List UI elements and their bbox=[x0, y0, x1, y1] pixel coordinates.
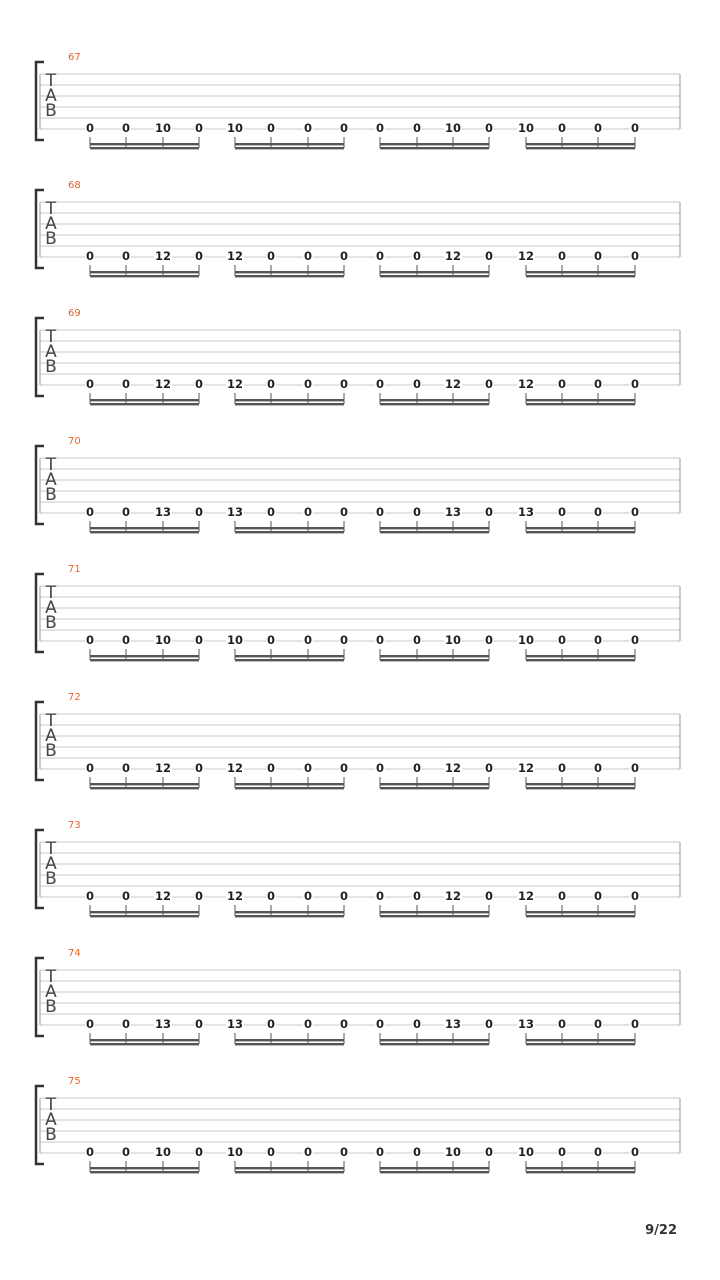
fret-number: 13 bbox=[517, 1017, 535, 1031]
beam-secondary bbox=[235, 787, 344, 789]
beam-secondary bbox=[90, 1171, 199, 1173]
fret-number: 0 bbox=[303, 1145, 313, 1159]
fret-number: 12 bbox=[154, 889, 172, 903]
beam-secondary bbox=[526, 1043, 635, 1045]
staff-drawing bbox=[0, 316, 720, 416]
fret-number: 0 bbox=[412, 1017, 422, 1031]
beam-secondary bbox=[90, 659, 199, 661]
beam-primary bbox=[526, 1167, 635, 1169]
fret-number: 0 bbox=[375, 1017, 385, 1031]
fret-number: 0 bbox=[85, 761, 95, 775]
fret-number: 0 bbox=[266, 121, 276, 135]
tab-system bbox=[0, 308, 720, 444]
measure-number: 75 bbox=[68, 1076, 81, 1087]
fret-number: 0 bbox=[630, 633, 640, 647]
fret-number: 13 bbox=[444, 1017, 462, 1031]
beam-secondary bbox=[380, 915, 489, 917]
tab-clef bbox=[43, 327, 59, 377]
tab-clef bbox=[43, 455, 59, 505]
beam-secondary bbox=[380, 1171, 489, 1173]
beam-secondary bbox=[90, 1043, 199, 1045]
tab-clef-letter: T bbox=[45, 327, 57, 347]
measure-number: 69 bbox=[68, 308, 81, 319]
tab-clef-letter: B bbox=[45, 997, 57, 1017]
tab-clef-letter: B bbox=[45, 485, 57, 505]
beam-secondary bbox=[380, 1043, 489, 1045]
beam-secondary bbox=[526, 531, 635, 533]
fret-number: 0 bbox=[557, 761, 567, 775]
tab-clef-letter: T bbox=[45, 711, 57, 731]
fret-number: 12 bbox=[226, 889, 244, 903]
tab-system bbox=[0, 692, 720, 828]
fret-number: 0 bbox=[266, 249, 276, 263]
beam-primary bbox=[90, 655, 199, 657]
tab-system bbox=[0, 820, 720, 956]
fret-number: 0 bbox=[303, 889, 313, 903]
measure-number: 68 bbox=[68, 180, 81, 191]
tab-system bbox=[0, 948, 720, 1084]
fret-number: 0 bbox=[194, 249, 204, 263]
beam-primary bbox=[235, 1039, 344, 1041]
measure-number: 73 bbox=[68, 820, 81, 831]
staff-drawing bbox=[0, 188, 720, 288]
fret-number: 0 bbox=[593, 121, 603, 135]
beam-primary bbox=[235, 1167, 344, 1169]
beam-secondary bbox=[90, 147, 199, 149]
beam-primary bbox=[235, 527, 344, 529]
fret-number: 0 bbox=[630, 505, 640, 519]
tab-clef-letter: A bbox=[45, 470, 57, 490]
beam-primary bbox=[90, 1039, 199, 1041]
fret-number: 0 bbox=[339, 505, 349, 519]
beam-primary bbox=[90, 783, 199, 785]
tab-clef-letter: A bbox=[45, 1110, 57, 1130]
beam-primary bbox=[380, 911, 489, 913]
fret-number: 0 bbox=[484, 121, 494, 135]
fret-number: 0 bbox=[484, 761, 494, 775]
fret-number: 12 bbox=[444, 377, 462, 391]
fret-number: 0 bbox=[557, 1017, 567, 1031]
fret-number: 0 bbox=[484, 505, 494, 519]
staff-drawing bbox=[0, 828, 720, 928]
fret-number: 0 bbox=[557, 505, 567, 519]
beam-primary bbox=[526, 1039, 635, 1041]
fret-number: 0 bbox=[412, 633, 422, 647]
measure-number: 74 bbox=[68, 948, 81, 959]
beam-secondary bbox=[380, 659, 489, 661]
fret-number: 0 bbox=[194, 633, 204, 647]
measure-number: 67 bbox=[68, 52, 81, 63]
beam-secondary bbox=[526, 787, 635, 789]
fret-number: 0 bbox=[194, 1145, 204, 1159]
tab-clef-letter: A bbox=[45, 598, 57, 618]
tab-clef-letter: A bbox=[45, 854, 57, 874]
beam-primary bbox=[526, 143, 635, 145]
fret-number: 0 bbox=[339, 889, 349, 903]
tab-clef-letter: T bbox=[45, 583, 57, 603]
fret-number: 0 bbox=[339, 1017, 349, 1031]
fret-number: 0 bbox=[303, 761, 313, 775]
beam-primary bbox=[526, 655, 635, 657]
beam-primary bbox=[380, 143, 489, 145]
fret-number: 12 bbox=[154, 377, 172, 391]
tab-clef-letter: A bbox=[45, 726, 57, 746]
fret-number: 0 bbox=[339, 377, 349, 391]
fret-number: 0 bbox=[303, 633, 313, 647]
fret-number: 0 bbox=[412, 1145, 422, 1159]
tab-clef-letter: B bbox=[45, 101, 57, 121]
tab-clef bbox=[43, 1095, 59, 1145]
staff-drawing bbox=[0, 1084, 720, 1184]
beam-primary bbox=[90, 911, 199, 913]
tab-clef-letter: A bbox=[45, 982, 57, 1002]
beam-primary bbox=[526, 399, 635, 401]
fret-number: 0 bbox=[85, 889, 95, 903]
fret-number: 13 bbox=[226, 505, 244, 519]
fret-number: 0 bbox=[375, 761, 385, 775]
fret-number: 0 bbox=[375, 889, 385, 903]
fret-number: 0 bbox=[412, 505, 422, 519]
tab-clef-letter: B bbox=[45, 613, 57, 633]
fret-number: 0 bbox=[339, 121, 349, 135]
fret-number: 12 bbox=[444, 761, 462, 775]
beam-primary bbox=[90, 399, 199, 401]
fret-number: 12 bbox=[154, 761, 172, 775]
beam-secondary bbox=[380, 403, 489, 405]
beam-primary bbox=[235, 143, 344, 145]
fret-number: 0 bbox=[412, 377, 422, 391]
fret-number: 0 bbox=[484, 377, 494, 391]
fret-number: 0 bbox=[121, 377, 131, 391]
beam-primary bbox=[90, 1167, 199, 1169]
fret-number: 0 bbox=[593, 889, 603, 903]
fret-number: 0 bbox=[375, 121, 385, 135]
tab-clef-letter: T bbox=[45, 1095, 57, 1115]
fret-number: 0 bbox=[303, 1017, 313, 1031]
fret-number: 0 bbox=[412, 889, 422, 903]
tab-clef bbox=[43, 71, 59, 121]
fret-number: 10 bbox=[226, 1145, 244, 1159]
fret-number: 0 bbox=[375, 249, 385, 263]
beam-primary bbox=[235, 399, 344, 401]
fret-number: 13 bbox=[154, 505, 172, 519]
fret-number: 0 bbox=[266, 1017, 276, 1031]
fret-number: 0 bbox=[484, 889, 494, 903]
beam-primary bbox=[90, 527, 199, 529]
tab-system bbox=[0, 436, 720, 572]
beam-primary bbox=[380, 271, 489, 273]
measure-number: 72 bbox=[68, 692, 81, 703]
fret-number: 10 bbox=[226, 633, 244, 647]
fret-number: 0 bbox=[375, 505, 385, 519]
tab-clef bbox=[43, 711, 59, 761]
tab-clef-letter: T bbox=[45, 455, 57, 475]
fret-number: 0 bbox=[121, 889, 131, 903]
fret-number: 0 bbox=[557, 121, 567, 135]
beam-primary bbox=[90, 143, 199, 145]
beam-primary bbox=[235, 783, 344, 785]
fret-number: 0 bbox=[557, 1145, 567, 1159]
fret-number: 12 bbox=[444, 249, 462, 263]
fret-number: 10 bbox=[517, 121, 535, 135]
fret-number: 0 bbox=[412, 761, 422, 775]
fret-number: 10 bbox=[154, 633, 172, 647]
fret-number: 0 bbox=[303, 121, 313, 135]
fret-number: 0 bbox=[339, 1145, 349, 1159]
beam-secondary bbox=[90, 403, 199, 405]
beam-primary bbox=[380, 783, 489, 785]
fret-number: 0 bbox=[484, 1145, 494, 1159]
fret-number: 13 bbox=[444, 505, 462, 519]
measure-number: 70 bbox=[68, 436, 81, 447]
beam-secondary bbox=[235, 915, 344, 917]
fret-number: 12 bbox=[517, 377, 535, 391]
fret-number: 0 bbox=[593, 505, 603, 519]
fret-number: 0 bbox=[266, 633, 276, 647]
fret-number: 0 bbox=[557, 377, 567, 391]
fret-number: 0 bbox=[266, 761, 276, 775]
fret-number: 13 bbox=[517, 505, 535, 519]
fret-number: 0 bbox=[557, 249, 567, 263]
beam-secondary bbox=[380, 275, 489, 277]
beam-primary bbox=[380, 399, 489, 401]
fret-number: 0 bbox=[593, 1017, 603, 1031]
fret-number: 0 bbox=[266, 505, 276, 519]
tab-clef bbox=[43, 583, 59, 633]
fret-number: 0 bbox=[194, 505, 204, 519]
staff-drawing bbox=[0, 956, 720, 1056]
tab-clef-letter: B bbox=[45, 741, 57, 761]
fret-number: 0 bbox=[121, 1145, 131, 1159]
fret-number: 0 bbox=[412, 249, 422, 263]
beam-secondary bbox=[90, 915, 199, 917]
fret-number: 0 bbox=[194, 121, 204, 135]
fret-number: 0 bbox=[266, 1145, 276, 1159]
fret-number: 0 bbox=[593, 1145, 603, 1159]
fret-number: 0 bbox=[303, 249, 313, 263]
tab-clef bbox=[43, 199, 59, 249]
beam-primary bbox=[526, 271, 635, 273]
fret-number: 12 bbox=[444, 889, 462, 903]
fret-number: 0 bbox=[375, 1145, 385, 1159]
beam-secondary bbox=[90, 787, 199, 789]
staff-drawing bbox=[0, 700, 720, 800]
beam-secondary bbox=[235, 403, 344, 405]
tab-clef bbox=[43, 839, 59, 889]
tab-system bbox=[0, 1076, 720, 1212]
beam-secondary bbox=[380, 531, 489, 533]
tab-system bbox=[0, 180, 720, 316]
beam-primary bbox=[90, 271, 199, 273]
fret-number: 10 bbox=[226, 121, 244, 135]
beam-secondary bbox=[380, 787, 489, 789]
measure-number: 71 bbox=[68, 564, 81, 575]
fret-number: 0 bbox=[121, 505, 131, 519]
tab-clef-letter: T bbox=[45, 71, 57, 91]
fret-number: 12 bbox=[226, 249, 244, 263]
beam-secondary bbox=[90, 531, 199, 533]
fret-number: 0 bbox=[339, 633, 349, 647]
beam-secondary bbox=[235, 1043, 344, 1045]
fret-number: 0 bbox=[630, 121, 640, 135]
fret-number: 0 bbox=[484, 1017, 494, 1031]
beam-secondary bbox=[90, 275, 199, 277]
fret-number: 10 bbox=[154, 121, 172, 135]
fret-number: 0 bbox=[85, 249, 95, 263]
beam-primary bbox=[380, 1039, 489, 1041]
fret-number: 0 bbox=[266, 889, 276, 903]
fret-number: 0 bbox=[85, 1145, 95, 1159]
fret-number: 0 bbox=[266, 377, 276, 391]
fret-number: 12 bbox=[226, 377, 244, 391]
fret-number: 12 bbox=[517, 249, 535, 263]
tab-system bbox=[0, 564, 720, 700]
tab-system bbox=[0, 52, 720, 188]
fret-number: 0 bbox=[630, 1145, 640, 1159]
beam-primary bbox=[526, 783, 635, 785]
fret-number: 12 bbox=[226, 761, 244, 775]
fret-number: 10 bbox=[444, 1145, 462, 1159]
beam-secondary bbox=[526, 147, 635, 149]
fret-number: 0 bbox=[85, 633, 95, 647]
beam-secondary bbox=[526, 915, 635, 917]
tab-clef-letter: B bbox=[45, 1125, 57, 1145]
fret-number: 0 bbox=[593, 633, 603, 647]
staff-drawing bbox=[0, 572, 720, 672]
tab-clef-letter: B bbox=[45, 357, 57, 377]
tab-clef-letter: B bbox=[45, 229, 57, 249]
fret-number: 0 bbox=[303, 505, 313, 519]
beam-secondary bbox=[526, 275, 635, 277]
fret-number: 10 bbox=[154, 1145, 172, 1159]
fret-number: 0 bbox=[375, 633, 385, 647]
beam-secondary bbox=[235, 659, 344, 661]
tab-clef-letter: A bbox=[45, 342, 57, 362]
fret-number: 0 bbox=[630, 1017, 640, 1031]
fret-number: 0 bbox=[593, 377, 603, 391]
beam-primary bbox=[235, 271, 344, 273]
beam-primary bbox=[380, 527, 489, 529]
fret-number: 0 bbox=[194, 889, 204, 903]
beam-secondary bbox=[526, 403, 635, 405]
fret-number: 0 bbox=[194, 1017, 204, 1031]
tab-clef-letter: T bbox=[45, 199, 57, 219]
beam-secondary bbox=[235, 1171, 344, 1173]
beam-primary bbox=[526, 911, 635, 913]
fret-number: 0 bbox=[85, 377, 95, 391]
beam-primary bbox=[235, 911, 344, 913]
fret-number: 0 bbox=[121, 761, 131, 775]
tab-clef-letter: A bbox=[45, 86, 57, 106]
fret-number: 0 bbox=[630, 761, 640, 775]
fret-number: 0 bbox=[121, 633, 131, 647]
fret-number: 0 bbox=[85, 1017, 95, 1031]
beam-secondary bbox=[380, 147, 489, 149]
fret-number: 0 bbox=[630, 889, 640, 903]
beam-primary bbox=[380, 655, 489, 657]
page-number: 9/22 bbox=[645, 1223, 677, 1238]
beam-secondary bbox=[526, 659, 635, 661]
fret-number: 0 bbox=[593, 249, 603, 263]
fret-number: 0 bbox=[593, 761, 603, 775]
fret-number: 0 bbox=[339, 761, 349, 775]
fret-number: 13 bbox=[226, 1017, 244, 1031]
fret-number: 12 bbox=[517, 761, 535, 775]
beam-secondary bbox=[526, 1171, 635, 1173]
fret-number: 0 bbox=[412, 121, 422, 135]
beam-secondary bbox=[235, 275, 344, 277]
beam-primary bbox=[380, 1167, 489, 1169]
fret-number: 0 bbox=[121, 249, 131, 263]
fret-number: 10 bbox=[517, 633, 535, 647]
fret-number: 10 bbox=[517, 1145, 535, 1159]
fret-number: 10 bbox=[444, 633, 462, 647]
fret-number: 0 bbox=[484, 249, 494, 263]
fret-number: 0 bbox=[85, 505, 95, 519]
fret-number: 0 bbox=[194, 761, 204, 775]
beam-primary bbox=[526, 527, 635, 529]
fret-number: 0 bbox=[375, 377, 385, 391]
fret-number: 0 bbox=[121, 121, 131, 135]
fret-number: 0 bbox=[85, 121, 95, 135]
beam-secondary bbox=[235, 531, 344, 533]
tab-clef-letter: T bbox=[45, 967, 57, 987]
fret-number: 0 bbox=[630, 249, 640, 263]
tab-clef-letter: A bbox=[45, 214, 57, 234]
staff-drawing bbox=[0, 60, 720, 160]
fret-number: 13 bbox=[154, 1017, 172, 1031]
beam-secondary bbox=[235, 147, 344, 149]
fret-number: 0 bbox=[484, 633, 494, 647]
fret-number: 0 bbox=[557, 633, 567, 647]
fret-number: 0 bbox=[121, 1017, 131, 1031]
fret-number: 0 bbox=[339, 249, 349, 263]
fret-number: 0 bbox=[630, 377, 640, 391]
beam-primary bbox=[235, 655, 344, 657]
fret-number: 0 bbox=[557, 889, 567, 903]
fret-number: 12 bbox=[154, 249, 172, 263]
fret-number: 10 bbox=[444, 121, 462, 135]
fret-number: 0 bbox=[303, 377, 313, 391]
fret-number: 12 bbox=[517, 889, 535, 903]
tab-clef bbox=[43, 967, 59, 1017]
tab-clef-letter: B bbox=[45, 869, 57, 889]
staff-drawing bbox=[0, 444, 720, 544]
tab-clef-letter: T bbox=[45, 839, 57, 859]
fret-number: 0 bbox=[194, 377, 204, 391]
